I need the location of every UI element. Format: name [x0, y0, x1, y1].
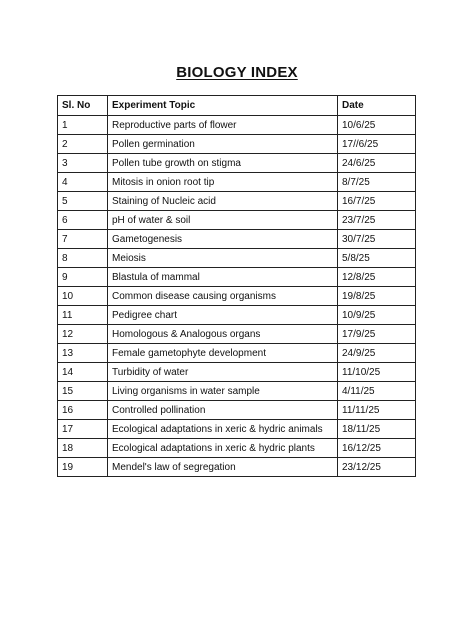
table-row [58, 344, 416, 363]
sl-no-cell: 5 [58, 192, 108, 211]
date-cell: 23/12/25 [338, 458, 416, 477]
sl-no-cell: 19 [58, 458, 108, 477]
date-cell: 18/11/25 [338, 420, 416, 439]
table-row [58, 211, 416, 230]
experiment-topic-cell: Living organisms in water sample [108, 382, 338, 401]
sl-no-cell: 18 [58, 439, 108, 458]
table-row [58, 230, 416, 249]
experiment-topic-cell: Pollen tube growth on stigma [108, 154, 338, 173]
header-date: Date [338, 96, 416, 116]
date-cell: 30/7/25 [338, 230, 416, 249]
experiment-topic-cell: Staining of Nucleic acid [108, 192, 338, 211]
date-cell: 16/7/25 [338, 192, 416, 211]
table-row [58, 116, 416, 135]
biology-index-table [57, 95, 416, 477]
experiment-topic-cell: Gametogenesis [108, 230, 338, 249]
table-row [58, 458, 416, 477]
experiment-topic-cell: Controlled pollination [108, 401, 338, 420]
sl-no-cell: 11 [58, 306, 108, 325]
sl-no-cell: 4 [58, 173, 108, 192]
header-experiment-topic: Experiment Topic [108, 96, 338, 116]
experiment-topic-cell: Common disease causing organisms [108, 287, 338, 306]
experiment-topic-cell: Pollen germination [108, 135, 338, 154]
experiment-topic-cell: Female gametophyte development [108, 344, 338, 363]
table-row [58, 249, 416, 268]
table-row [58, 325, 416, 344]
experiment-topic-cell: Turbidity of water [108, 363, 338, 382]
sl-no-cell: 6 [58, 211, 108, 230]
sl-no-cell: 8 [58, 249, 108, 268]
sl-no-cell: 17 [58, 420, 108, 439]
table-row [58, 135, 416, 154]
table-row [58, 154, 416, 173]
table-row [58, 268, 416, 287]
sl-no-cell: 10 [58, 287, 108, 306]
sl-no-cell: 12 [58, 325, 108, 344]
date-cell: 19/8/25 [338, 287, 416, 306]
table-row [58, 306, 416, 325]
date-cell: 11/11/25 [338, 401, 416, 420]
table-header-row [58, 96, 416, 116]
table-row [58, 439, 416, 458]
date-cell: 24/6/25 [338, 154, 416, 173]
experiment-topic-cell: Homologous & Analogous organs [108, 325, 338, 344]
table-row [58, 420, 416, 439]
table-row [58, 401, 416, 420]
sl-no-cell: 7 [58, 230, 108, 249]
sl-no-cell: 15 [58, 382, 108, 401]
table-row [58, 382, 416, 401]
table-row [58, 363, 416, 382]
date-cell: 17/9/25 [338, 325, 416, 344]
date-cell: 12/8/25 [338, 268, 416, 287]
experiment-topic-cell: Mendel's law of segregation [108, 458, 338, 477]
date-cell: 16/12/25 [338, 439, 416, 458]
experiment-topic-cell: Meiosis [108, 249, 338, 268]
sl-no-cell: 14 [58, 363, 108, 382]
date-cell: 8/7/25 [338, 173, 416, 192]
experiment-topic-cell: pH of water & soil [108, 211, 338, 230]
sl-no-cell: 1 [58, 116, 108, 135]
experiment-topic-cell: Blastula of mammal [108, 268, 338, 287]
date-cell: 11/10/25 [338, 363, 416, 382]
experiment-topic-cell: Ecological adaptations in xeric & hydric plants [108, 439, 338, 458]
sl-no-cell: 9 [58, 268, 108, 287]
date-cell: 23/7/25 [338, 211, 416, 230]
header-sl-no: Sl. No [58, 96, 108, 116]
date-cell: 10/6/25 [338, 116, 416, 135]
experiment-topic-cell: Mitosis in onion root tip [108, 173, 338, 192]
date-cell: 4/11/25 [338, 382, 416, 401]
table-row [58, 192, 416, 211]
sl-no-cell: 13 [58, 344, 108, 363]
sl-no-cell: 3 [58, 154, 108, 173]
experiment-topic-cell: Reproductive parts of flower [108, 116, 338, 135]
table-row [58, 173, 416, 192]
experiment-topic-cell: Pedigree chart [108, 306, 338, 325]
date-cell: 5/8/25 [338, 249, 416, 268]
date-cell: 10/9/25 [338, 306, 416, 325]
date-cell: 17//6/25 [338, 135, 416, 154]
sl-no-cell: 2 [58, 135, 108, 154]
table-row [58, 287, 416, 306]
sl-no-cell: 16 [58, 401, 108, 420]
date-cell: 24/9/25 [338, 344, 416, 363]
page-title: BIOLOGY INDEX [176, 64, 298, 81]
experiment-topic-cell: Ecological adaptations in xeric & hydric animals [108, 420, 338, 439]
